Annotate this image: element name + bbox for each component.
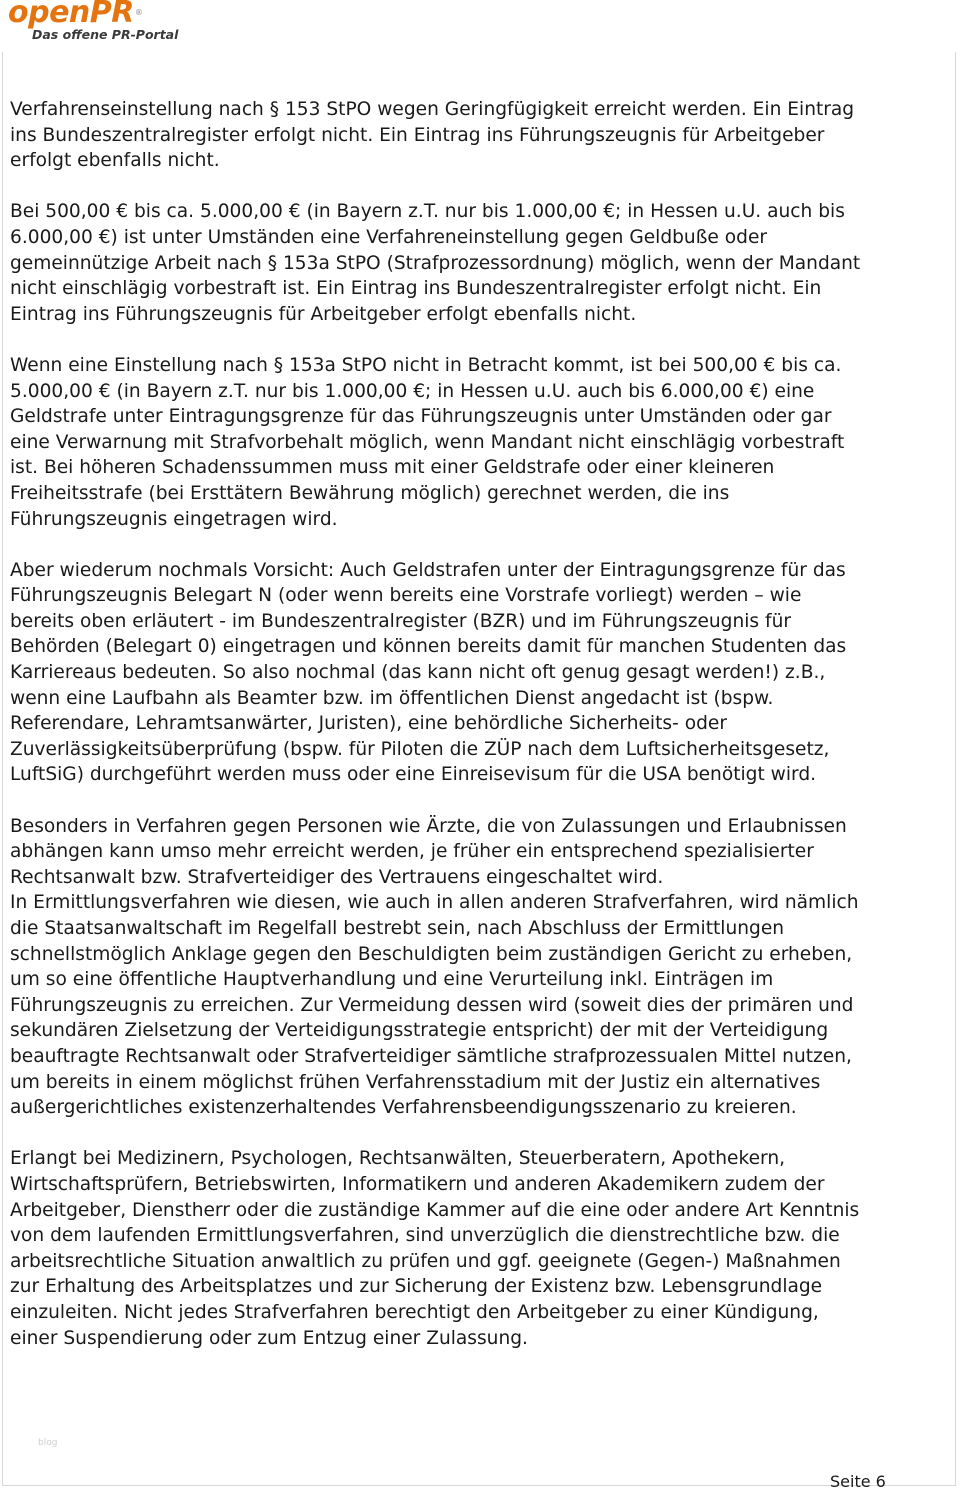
logo-wordmark	[8, 0, 142, 30]
openpr-logo[interactable]	[8, 0, 228, 46]
paragraph-3: Wenn eine Einstellung nach § 153a StPO nicht in Betracht kommt, ist bei 500,00 € bis ca. 5.000,00 € (in Bayern z.T. nur bis 1.000,00 €; in Hessen u.U. auch bis 6.000,00 €) eine Geldstrafe unter Eintragungsgrenze für das Führungszeugnis unter Umständen oder gar eine Verwarnung mit Strafvorbehalt möglich, wenn Mandant nicht einschlägig vorbestraft ist. Bei höheren Schadenssummen muss mit einer Geldstrafe oder einer kleineren Freiheitsstrafe (bei Ersttätern Bewährung möglich) gerechnet werden, die ins Führungszeugnis eingetragen wird.	[10, 354, 845, 530]
header	[0, 0, 960, 52]
logo-open-text: open	[8, 0, 90, 30]
paragraph-1: Verfahrenseinstellung nach § 153 StPO wegen Geringfügigkeit erreicht werden. Ein Eintrag ins Bundeszentralregister erfolgt nicht. Ein Eintrag ins Führungszeugnis für Arbeitgeber erfolgt ebenfalls nicht.	[10, 99, 855, 172]
watermark-text: blog	[38, 1438, 58, 1448]
paragraph-2: Bei 500,00 € bis ca. 5.000,00 € (in Bayern z.T. nur bis 1.000,00 €; in Hessen u.U. auch bis 6.000,00 €) ist unter Umständen eine Verfahreneinstellung gegen Geldbuße oder gemeinnützige Arbeit nach § 153a StPO (Strafprozessordnung) möglich, wenn der Mandant nicht einschlägig vorbestraft ist. Ein Eintrag ins Bundeszentralregister erfolgt nicht. Ein Eintrag ins Führungszeugnis für Arbeitgeber erfolgt ebenfalls nicht.	[10, 201, 861, 325]
paragraph-4: Aber wiederum nochmals Vorsicht: Auch Geldstrafen unter der Eintragungsgrenze für das Führungszeugnis Belegart N (oder wenn bereits eine Vorstrafe vorliegt) werden – wie bereits oben erläutert - im Bundeszentralregister (BZR) und im Führungszeugnis für Behörden (Belegart 0) eingetragen und können bereits damit für manchen Studenten das Karriereaus bedeuten. So also nochmal (das kann nicht oft genug gesagt werden!) z.B., wenn eine Laufbahn als Beamter bzw. im öffentlichen Dienst angedacht ist (bspw. Referendare, Lehramtsanwärter, Juristen), eine behördliche Sicherheits- oder Zuverlässigkeitsüberprüfung (bspw. für Piloten die ZÜP nach dem Luftsicherheitsgesetz, LuftSiG) durchgeführt werden muss oder eine Einreisevisum für die USA benötigt wird.	[10, 559, 847, 786]
page-number: Seite 6	[830, 1472, 886, 1491]
logo-registered-mark: ®	[134, 8, 143, 17]
paragraph-6: In Ermittlungsverfahren wie diesen, wie auch in allen anderen Strafverfahren, wird nämlich die Staatsanwaltschaft im Regelfall bestrebt sein, nach Abschluss der Ermittlungen schnellstmöglich Anklage gegen den Beschuldigten beim zuständigen Gericht zu erheben, um so eine öffentliche Hauptverhandlung und eine Verurteilung inkl. Einträgen im Führungszeugnis zu erreichen. Zur Vermeidung dessen wird (soweit dies der primären und sekundären Zielsetzung der Verteidigungsstrategie entspricht) der mit der Verteidigung beauftragte Rechtsanwalt oder Strafverteidiger sämtliche strafprozessualen Mittel nutzen, um bereits in einem möglichst frühen Verfahrensstadium mit der Justiz ein alternatives außergerichtliches existenzerhaltendes Verfahrensbeendigungsszenario zu kreieren.	[10, 892, 859, 1119]
logo-pr-text: PR	[89, 0, 134, 30]
paragraph-5: Besonders in Verfahren gegen Personen wie Ärzte, die von Zulassungen und Erlaubnissen abhängen kann umso mehr erreicht werden, je früher ein entsprechend spezialisierter Rechtsanwalt bzw. Strafverteidiger des Vertrauens eingeschaltet wird.	[10, 815, 847, 888]
logo-tagline: Das offene PR-Portal	[32, 27, 179, 42]
document-body	[10, 97, 950, 1377]
paragraph-7: Erlangt bei Medizinern, Psychologen, Rechtsanwälten, Steuerberatern, Apothekern, Wirtschaftsprüfern, Betriebswirten, Informatikern und anderen Akademikern zudem der Arbeitgeber, Dienstherr oder die zuständige Kammer auf die eine oder andere Art Kenntnis von dem laufenden Ermittlungsverfahren, sind unverzüglich die dienstrechtliche bzw. die arbeitsrechtliche Situation anwaltlich zu prüfen und ggf. geeignete (Gegen-) Maßnahmen zur Erhaltung des Arbeitsplatzes und zur Sicherung der Existenz bzw. Lebensgrundlage einzuleiten. Nicht jedes Strafverfahren berechtigt den Arbeitgeber zu einer Kündigung, einer Suspendierung oder zum Entzug einer Zulassung.	[10, 1148, 860, 1349]
